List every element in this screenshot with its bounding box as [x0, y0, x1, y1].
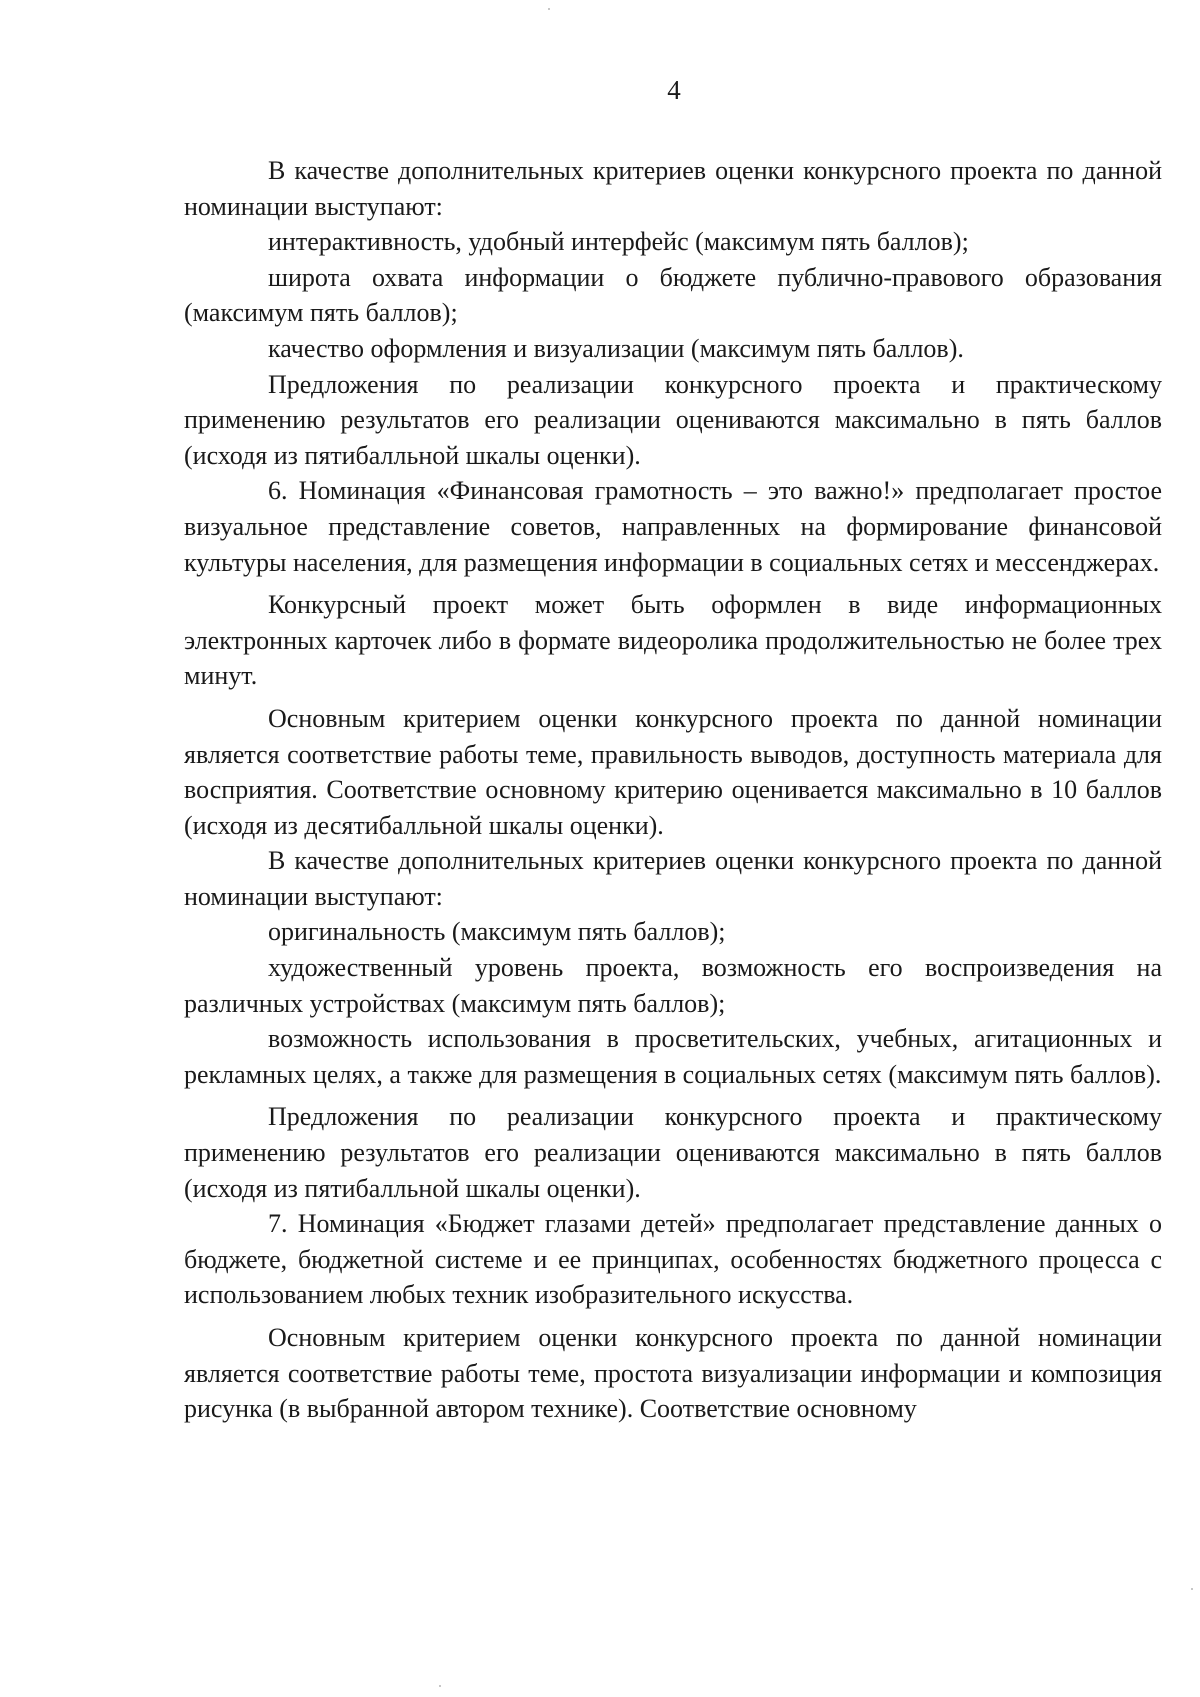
paragraph-proposals-scoring: Предложения по реализации конкурсного проекта и практическому применению результатов его реализации оцениваются максимально в пять баллов (исходя из пятибалльной шкалы оценки). — [184, 369, 1162, 470]
paragraph-nomination-7: 7. Номинация «Бюджет глазами детей» предполагает представление данных о бюджете, бюджетной системе и ее принципах, особенностях бюджетного процесса с использованием любых техник изобразительного искусства. — [184, 1209, 1162, 1310]
paragraph-criterion-interactivity: интерактивность, удобный интерфейс (максимум пять баллов); — [268, 227, 969, 257]
paragraph-criterion-originality: оригинальность (максимум пять баллов); — [268, 917, 726, 947]
paragraph-project-format: Конкурсный проект может быть оформлен в виде информационных электронных карточек либо в формате видеоролика продолжительностью не более трех минут. — [184, 590, 1162, 691]
paragraph-criterion-usage: возможность использования в просветительских, учебных, агитационных и рекламных целях, а также для размещения в социальных сетях (максимум пять баллов). — [184, 1024, 1162, 1089]
paragraph-criterion-artistic-level: художественный уровень проекта, возможность его воспроизведения на различных устройствах (максимум пять баллов); — [184, 953, 1162, 1018]
paragraph-criterion-design: качество оформления и визуализации (максимум пять баллов). — [268, 333, 964, 363]
paragraph-additional-criteria-intro: В качестве дополнительных критериев оценки конкурсного проекта по данной номинации выступают: — [184, 156, 1162, 221]
scan-speck — [1191, 1588, 1193, 1590]
paragraph-main-criterion: Основным критерием оценки конкурсного проекта по данной номинации является соответствие работы теме, правильность выводов, доступность материала для восприятия. Соответствие основному критерию оценивается максимально в 10 баллов (исходя из десятибалльной шкалы оценки). — [184, 703, 1162, 840]
paragraph-main-criterion-2: Основным критерием оценки конкурсного проекта по данной номинации является соответствие работы теме, простота визуализации информации и композиция рисунка (в выбранной автором технике). Соответствие основному — [184, 1323, 1162, 1424]
paragraph-additional-criteria-intro-2: В качестве дополнительных критериев оценки конкурсного проекта по данной номинации выступают: — [184, 846, 1162, 911]
page-number: 4 — [667, 75, 681, 105]
paragraph-proposals-scoring-2: Предложения по реализации конкурсного проекта и практическому применению результатов его реализации оцениваются максимально в пять баллов (исходя из пятибалльной шкалы оценки). — [184, 1102, 1162, 1203]
body-text — [184, 153, 1162, 1427]
scan-speck — [439, 1685, 441, 1687]
paragraph-criterion-coverage: широта охвата информации о бюджете публично-правового образования (максимум пять баллов); — [184, 262, 1162, 328]
paragraph-nomination-6: 6. Номинация «Финансовая грамотность – это важно!» предполагает простое визуальное представление советов, направленных на формирование финансовой культуры населения, для размещения информации в социальных сетях и мессенджерах. — [184, 476, 1162, 577]
scan-speck — [548, 8, 550, 10]
